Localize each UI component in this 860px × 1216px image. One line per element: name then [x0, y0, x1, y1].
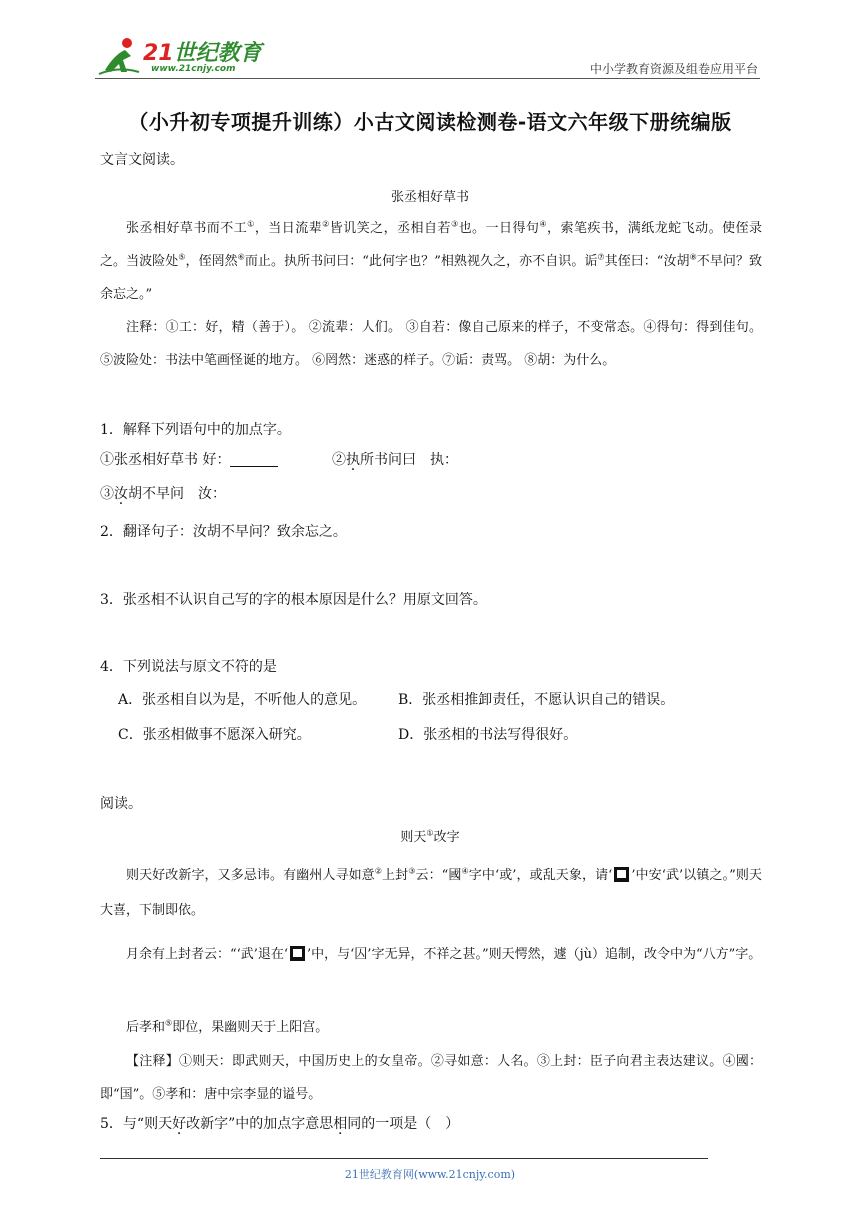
passage2-title: 则天①改字: [400, 828, 460, 845]
question-1-stem: 1．解释下列语句中的加点字。: [100, 422, 291, 438]
question-1-item-1: ①张丞相好草书 好：: [100, 450, 278, 470]
option-b[interactable]: B．张丞相推卸责任，不愿认识自己的错误。: [398, 692, 675, 708]
section1-intro: 文言文阅读。: [100, 152, 184, 168]
header-divider: [95, 78, 760, 79]
question-5-stem: 5．与“则天好改新字”中的加点字意思相同的一项是（ ）: [100, 1116, 460, 1132]
section2-intro: 阅读。: [100, 796, 142, 812]
page-title: （小升初专项提升训练）小古文阅读检测卷-语文六年级下册统编版: [128, 110, 732, 134]
question-1-item-3: ③汝胡不早问 汝：: [100, 486, 226, 502]
option-d[interactable]: D．张丞相的书法写得很好。: [398, 727, 578, 743]
logo-text: 21世纪教育: [143, 41, 262, 66]
footer-divider: [100, 1158, 708, 1159]
runner-logo-icon: [97, 36, 141, 76]
passage1-title: 张丞相好草书: [390, 190, 469, 205]
passage2-para3: 后孝和⑤即位，果幽则天于上阳宫。: [126, 1018, 329, 1035]
passage1-notes: 注释：①工：好，精（善于）。 ②流辈：人们。 ③自若：像自己原来的样子，不变常态。④得句：得到佳句。 ⑤波险处：书法中笔画怪诞的地方。 ⑥罔然：迷惑的样子。⑦诟：责骂。 ⑧胡：为什么。: [100, 320, 762, 368]
passage2-para1: 则天好改新字，又多忌讳。有幽州人寻如意②上封③云：“國④字中‘或’，或乱天象，请‘ ’中安‘武’以镇之。”则天大喜，下制即依。: [100, 866, 762, 918]
option-c[interactable]: C．张丞相做事不愿深入研究。: [118, 727, 311, 743]
enclosure-glyph-icon: [290, 946, 305, 961]
logo-url: www.21cnjy.com: [151, 64, 236, 74]
question-1-item-2: ②执所书问曰 执：: [332, 452, 458, 468]
platform-label: 中小学教育资源及组卷应用平台: [589, 62, 758, 76]
page-header: [95, 34, 760, 80]
logo: [95, 34, 265, 78]
question-2-stem: 2．翻译句子：汝胡不早问？致余忘之。: [100, 524, 347, 540]
footer-link[interactable]: 21世纪教育网(www.21cnjy.com): [344, 1168, 516, 1181]
question-3-stem: 3．张丞相不认识自己写的字的根本原因是什么？用原文回答。: [100, 592, 487, 608]
answer-blank[interactable]: [230, 452, 278, 467]
passage2-notes: 【注释】①则天：即武则天，中国历史上的女皇帝。②寻如意：人名。③上封：臣子向君主表达建议。④國：即“国”。⑤孝和：唐中宗李显的谥号。: [100, 1054, 762, 1102]
enclosure-glyph-icon: [614, 867, 629, 882]
passage2-para2: 月余有上封者云：“‘武’退在‘ ’中，与‘囚’字无异，不祥之甚。”则天愕然，遽（jù）追制，改令中为“八方”字。: [126, 947, 762, 962]
option-a[interactable]: A．张丞相自以为是，不听他人的意见。: [118, 692, 367, 708]
question-4-stem: 4．下列说法与原文不符的是: [100, 659, 277, 675]
passage1-body: 张丞相好草书而不工①，当日流辈②皆讥笑之，丞相自若③也。一日得句④，索笔疾书，满纸龙蛇飞动。使侄录之。当波险处⑤，侄罔然⑥而止。执所书问曰：“此何字也？”相熟视久之，亦不自识。诟⑦其侄曰：“汝胡⑧不早问？致余忘之。”: [100, 219, 762, 302]
